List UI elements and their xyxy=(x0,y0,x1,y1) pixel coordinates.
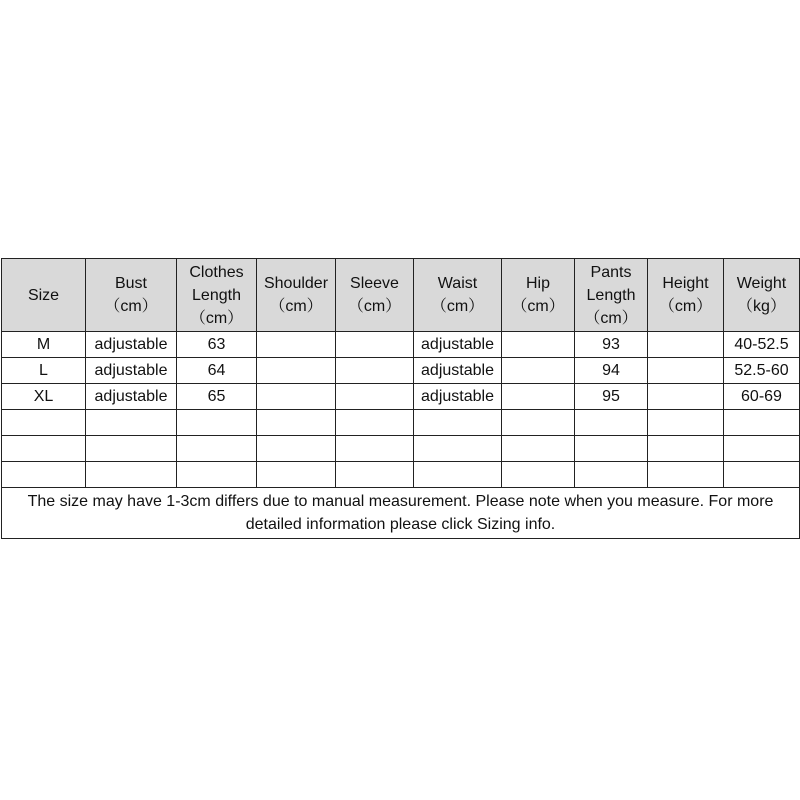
cell-waist: adjustable xyxy=(414,332,502,358)
cell-height xyxy=(648,384,724,410)
cell-pants-length xyxy=(575,410,648,436)
table-row xyxy=(2,358,800,384)
cell-sleeve xyxy=(336,462,414,488)
cell-shoulder xyxy=(257,358,336,384)
cell-shoulder xyxy=(257,332,336,358)
cell-clothes-length xyxy=(177,436,257,462)
cell-weight xyxy=(724,436,800,462)
cell-weight xyxy=(724,462,800,488)
cell-waist xyxy=(414,410,502,436)
size-chart xyxy=(0,258,800,539)
cell-height xyxy=(648,410,724,436)
cell-shoulder xyxy=(257,462,336,488)
header-bust: Bust （cm） xyxy=(86,259,177,332)
cell-pants-length: 93 xyxy=(575,332,648,358)
header-waist: Waist （cm） xyxy=(414,259,502,332)
size-table xyxy=(1,258,800,539)
cell-sleeve xyxy=(336,358,414,384)
cell-shoulder xyxy=(257,436,336,462)
cell-hip xyxy=(502,384,575,410)
cell-hip xyxy=(502,410,575,436)
cell-weight: 52.5-60 xyxy=(724,358,800,384)
cell-hip xyxy=(502,462,575,488)
cell-clothes-length xyxy=(177,462,257,488)
cell-weight: 60-69 xyxy=(724,384,800,410)
cell-pants-length xyxy=(575,436,648,462)
cell-size: M xyxy=(2,332,86,358)
cell-shoulder xyxy=(257,410,336,436)
cell-sleeve xyxy=(336,384,414,410)
header-row xyxy=(2,259,800,332)
header-pants-length: Pants Length （cm） xyxy=(575,259,648,332)
cell-weight xyxy=(724,410,800,436)
cell-sleeve xyxy=(336,332,414,358)
cell-shoulder xyxy=(257,384,336,410)
note-row xyxy=(2,488,800,539)
table-row xyxy=(2,384,800,410)
header-hip: Hip （cm） xyxy=(502,259,575,332)
cell-height xyxy=(648,332,724,358)
cell-size: L xyxy=(2,358,86,384)
table-row xyxy=(2,436,800,462)
header-size: Size xyxy=(2,259,86,332)
cell-hip xyxy=(502,332,575,358)
header-sleeve: Sleeve （cm） xyxy=(336,259,414,332)
cell-size xyxy=(2,462,86,488)
cell-waist xyxy=(414,436,502,462)
cell-bust xyxy=(86,410,177,436)
cell-hip xyxy=(502,436,575,462)
cell-sleeve xyxy=(336,436,414,462)
cell-bust: adjustable xyxy=(86,332,177,358)
header-weight: Weight （kg） xyxy=(724,259,800,332)
cell-waist xyxy=(414,462,502,488)
cell-size xyxy=(2,436,86,462)
header-shoulder: Shoulder （cm） xyxy=(257,259,336,332)
table-row xyxy=(2,410,800,436)
measurement-note: The size may have 1-3cm differs due to manual measurement. Please note when you measure. For more detailed information please click Sizing info. xyxy=(2,488,800,539)
cell-size: XL xyxy=(2,384,86,410)
cell-weight: 40-52.5 xyxy=(724,332,800,358)
cell-pants-length xyxy=(575,462,648,488)
header-height: Height （cm） xyxy=(648,259,724,332)
cell-bust xyxy=(86,462,177,488)
cell-bust: adjustable xyxy=(86,384,177,410)
cell-waist: adjustable xyxy=(414,358,502,384)
cell-clothes-length xyxy=(177,410,257,436)
cell-pants-length: 94 xyxy=(575,358,648,384)
header-clothes-length: Clothes Length （cm） xyxy=(177,259,257,332)
cell-sleeve xyxy=(336,410,414,436)
cell-clothes-length: 65 xyxy=(177,384,257,410)
cell-height xyxy=(648,462,724,488)
cell-height xyxy=(648,436,724,462)
cell-bust: adjustable xyxy=(86,358,177,384)
cell-hip xyxy=(502,358,575,384)
cell-bust xyxy=(86,436,177,462)
cell-clothes-length: 64 xyxy=(177,358,257,384)
cell-clothes-length: 63 xyxy=(177,332,257,358)
table-row xyxy=(2,462,800,488)
cell-pants-length: 95 xyxy=(575,384,648,410)
cell-size xyxy=(2,410,86,436)
table-row xyxy=(2,332,800,358)
cell-waist: adjustable xyxy=(414,384,502,410)
cell-height xyxy=(648,358,724,384)
